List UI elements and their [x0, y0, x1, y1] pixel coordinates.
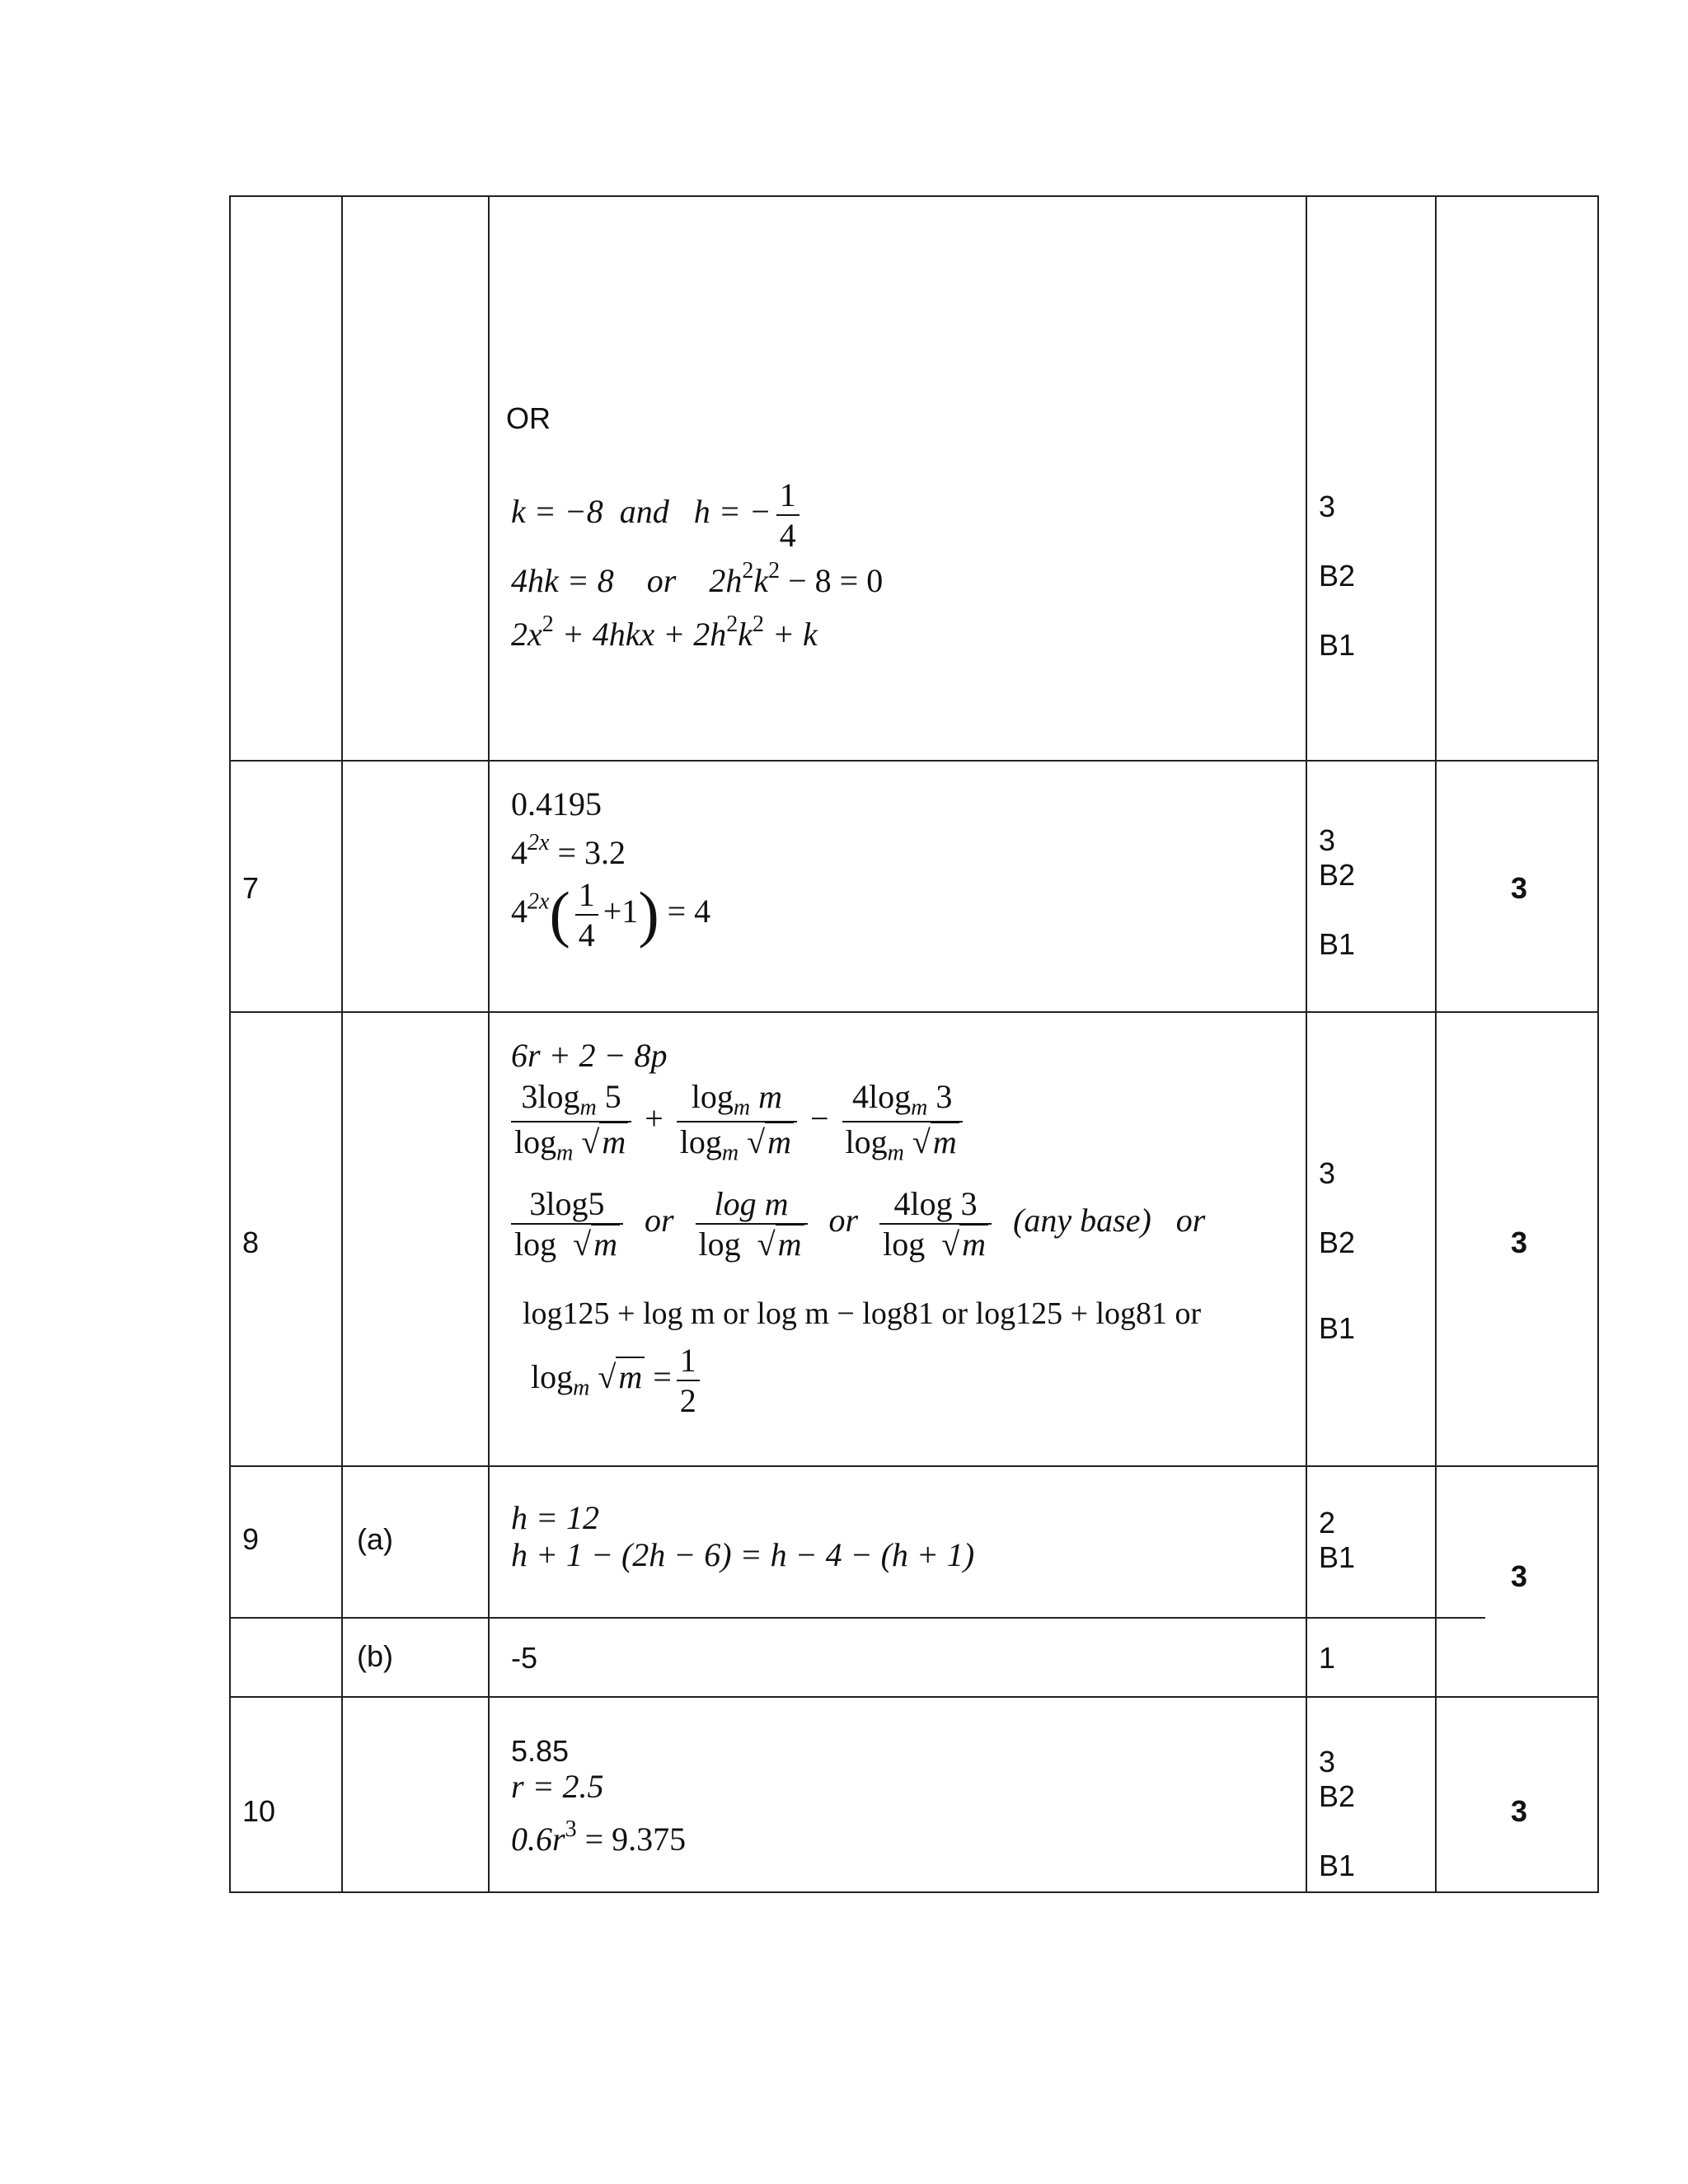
- answer-line: 5.85: [511, 1734, 570, 1768]
- row-10-marks: 3 B2 B1: [1319, 1745, 1356, 1882]
- fraction: $\frac{4\log_m 3}{\log_m √m}$: [842, 1077, 963, 1167]
- row-border: [229, 1011, 1599, 1013]
- fraction: $\frac{3\log 5}{\log √m}$: [511, 1184, 623, 1263]
- question-number: 7: [242, 871, 260, 905]
- k-and-h-line: [511, 476, 804, 555]
- r-cubed-line: $0.6r^3 = 9.375$: [511, 1816, 687, 1858]
- logm-half-line: $\log_m √m$ = $\frac{1}{2}$: [531, 1341, 705, 1420]
- and-word: and: [619, 493, 669, 531]
- answer-line: 0.4195: [511, 785, 602, 823]
- row-7-total: 3: [1511, 871, 1528, 905]
- col-border: [1435, 195, 1437, 1893]
- part-label: (b): [357, 1639, 393, 1673]
- row-8-marks: 3 B2 B1: [1319, 1156, 1356, 1345]
- row-border: [229, 195, 1599, 197]
- row-border: [341, 1617, 1485, 1619]
- row-1-marks: 3 B2 B1: [1319, 490, 1356, 662]
- answer-line: -5: [511, 1641, 538, 1675]
- quadratic-line: $2x^2 + 4hkx + 2h^2k^2 + k$: [511, 612, 818, 653]
- exp-equation-line: $4^{2x} = 3.2$: [511, 830, 626, 871]
- row-border: [229, 1617, 341, 1619]
- col-border: [229, 195, 231, 1893]
- question-number: 8: [242, 1226, 260, 1259]
- col-border: [341, 195, 343, 1893]
- fraction: $\frac{4\log 3}{\log √m}$: [879, 1184, 992, 1263]
- part-label: (a): [357, 1522, 393, 1556]
- row-9b-marks: 1: [1319, 1641, 1336, 1675]
- marking-scheme-table: [229, 195, 1599, 1893]
- working-line: h + 1 − (2h − 6) = h − 4 − (h + 1): [511, 1536, 975, 1573]
- row-9a-marks: 2 B1: [1319, 1506, 1356, 1574]
- hk-equation-line: 4hk = 8 or $2h^2k^2 - 8 = 0$: [511, 558, 884, 599]
- question-number: 10: [242, 1794, 276, 1828]
- r-value-line: r = 2.5: [511, 1768, 604, 1805]
- log-sum-line: log125 + log m or log m − log81 or log125 + log81 or: [523, 1296, 1202, 1331]
- row-border: [229, 1696, 1599, 1698]
- fraction: $\frac{1}{2}$: [677, 1341, 700, 1420]
- row-border: [229, 760, 1599, 762]
- fraction: $\frac{\text{log m}}{\log √m}$: [696, 1184, 808, 1263]
- row-border: [229, 1891, 1599, 1893]
- or-label: OR: [506, 401, 551, 435]
- row-border: [229, 1465, 1599, 1467]
- fraction: $\frac{3\log_m 5}{\log_m √m}$: [511, 1077, 631, 1167]
- answer-line: 6r + 2 − 8p: [511, 1037, 668, 1074]
- h-value: h = −: [693, 493, 771, 531]
- exp-factor-line: $4^{2x}$( $\frac{1}{4}$ +1) = 4: [511, 876, 711, 954]
- row-9-total: 3: [1511, 1559, 1528, 1593]
- logm-fraction-line: $\frac{3\log_m 5}{\log_m √m}$ + $\frac{\log_m m}{\log_m √m}$ − $\frac{4\log_m 3}{\log_m √m}$: [511, 1077, 968, 1167]
- anybase-fraction-line: $\frac{3\log 5}{\log √m}$ or $\frac{\text{log m}}{\log √m}$ or $\frac{4\log 3}{\log √m}$ (any base) or: [511, 1184, 1205, 1263]
- hk-left: 4hk = 8: [511, 561, 614, 599]
- row-7-marks: 3 B2 B1: [1319, 823, 1356, 961]
- fraction: $\frac{1}{4}$: [776, 476, 799, 555]
- fraction: $\frac{1}{4}$: [575, 875, 598, 954]
- col-border: [1306, 195, 1307, 1893]
- k-value: k = −8: [511, 493, 603, 531]
- fraction: $\frac{\log_m m}{\log_m √m}$: [677, 1077, 797, 1167]
- answer-line: h = 12: [511, 1499, 599, 1536]
- row-8-total: 3: [1511, 1226, 1528, 1259]
- or-word: or: [646, 561, 677, 599]
- col-border: [488, 195, 490, 1893]
- question-number: 9: [242, 1522, 260, 1556]
- row-10-total: 3: [1511, 1794, 1528, 1828]
- col-border: [1597, 195, 1599, 1893]
